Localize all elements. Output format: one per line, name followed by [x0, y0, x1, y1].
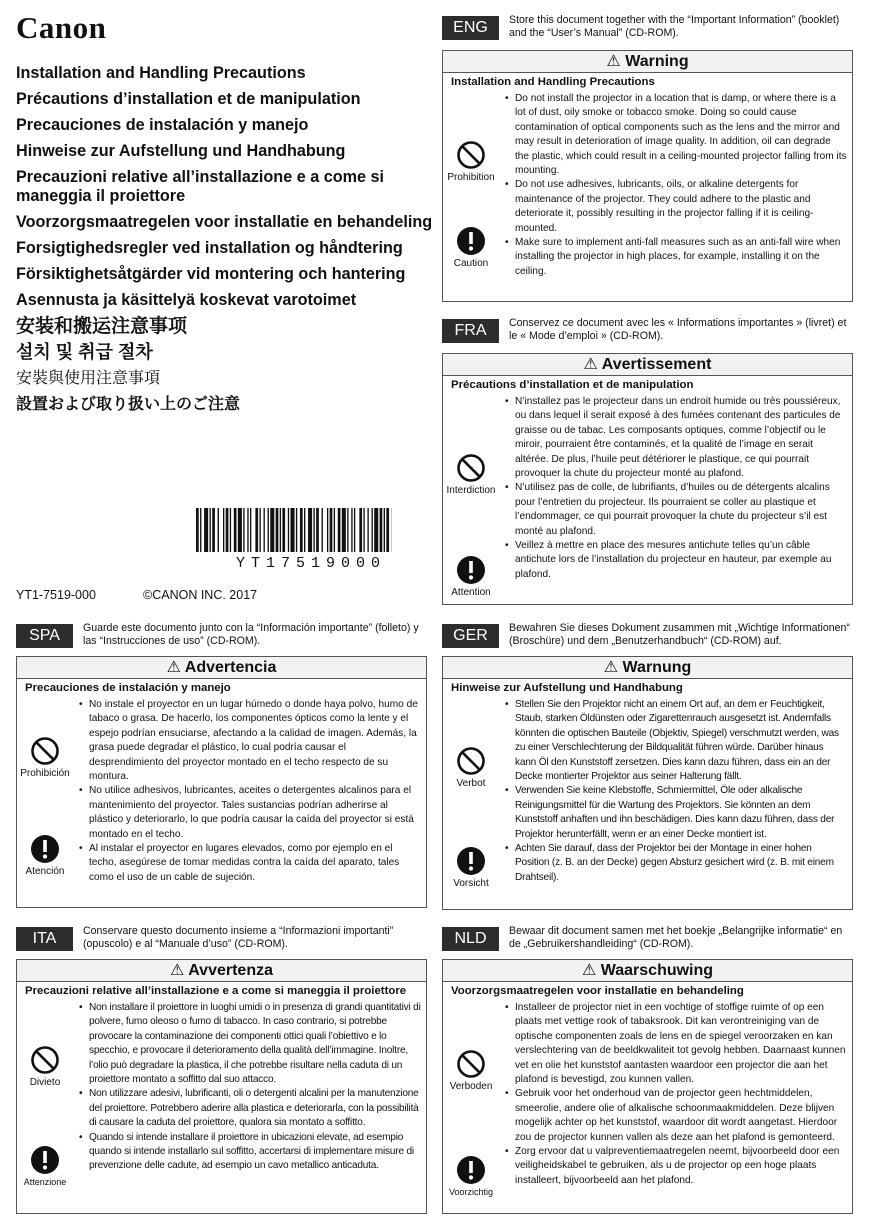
warning-title: ⚠ Warning	[443, 51, 852, 73]
caution-icon: Voorzichtig	[445, 1155, 497, 1198]
warning-box	[442, 353, 853, 605]
title-ko: 설치 및 취급 절차	[16, 342, 153, 362]
storage-note: Conservare questo documento insieme a “Informazioni importanti” (opuscolo) e al “Manuale d’uso” (CD-ROM).	[83, 925, 394, 950]
warning-subtitle: Precauzioni relative all’installazione e a come si maneggia il proiettore	[25, 985, 407, 997]
title-fr: Précautions d’installation et de manipulation	[16, 90, 361, 108]
caution-icon: Vorsicht	[445, 846, 497, 889]
warning-box	[442, 50, 853, 302]
warning-title: ⚠ Warnung	[443, 657, 852, 679]
warning-box	[16, 656, 427, 908]
warning-triangle-icon: ⚠	[603, 659, 619, 676]
list-item: • Achten Sie darauf, dass der Projektor bei der Montage in einer hohen Position (z. B. an der Decke) gegen Absturz gesichert wird (z. B. mit einem Drahtseil).	[505, 842, 847, 885]
warning-list	[505, 395, 847, 582]
lang-badge: FRA	[442, 319, 499, 343]
caution-icon: Attenzione	[19, 1145, 71, 1188]
warning-triangle-icon: ⚠	[170, 962, 185, 979]
list-item: • Veillez à mettre en place des mesures antichute telles qu’un câble antichute lors de l’installation du projecteur en hauteur, par exemple au plafond.	[505, 539, 847, 582]
canon-logo: Canon	[16, 10, 107, 45]
warning-subtitle: Installation and Handling Precautions	[451, 76, 655, 88]
prohibition-icon: Interdiction	[445, 453, 497, 496]
lang-badge: NLD	[442, 927, 499, 951]
warning-triangle-icon: ⚠	[606, 53, 621, 70]
caution-icon: Caution	[445, 226, 497, 269]
title-da: Forsigtighedsregler ved installation og håndtering	[16, 239, 403, 257]
storage-note: Bewahren Sie dieses Dokument zusammen mit „Wichtige Informationen“ (Broschüre) und dem „Benutzerhandbuch“ (CD-ROM) auf.	[509, 622, 850, 647]
list-item: • Do not use adhesives, lubricants, oils, or alkaline detergents for maintenance of the projector. They could adhere to the plastic and deteriorate it, possibly resulting in the projector falling if it is ceiling-mounted.	[505, 178, 847, 236]
list-item: • N’utilisez pas de colle, de lubrifiants, d’huiles ou de détergents alcalins pour l’entretien du projecteur. Ils pourraient se coller au plastique et l’endommager, ce qui pourrait provoquer la chute du projecteur s’il est monté au plafond.	[505, 481, 847, 539]
title-zh-cn: 安装和搬运注意事项	[16, 316, 188, 337]
prohibition-icon: Prohibición	[19, 736, 71, 779]
caution-icon: Attention	[445, 555, 497, 598]
title-zh-tw: 安裝與使用注意事項	[16, 370, 161, 387]
warning-subtitle: Précautions d’installation et de manipulation	[451, 379, 694, 391]
warning-triangle-icon: ⚠	[583, 356, 598, 373]
warning-subtitle: Voorzorgsmaatregelen voor installatie en behandeling	[451, 985, 744, 997]
list-item: • No utilice adhesivos, lubricantes, aceites o detergentes alcalinos para el mantenimiento del proyector. Tales sustancias podrían adherirse al plástico y deteriorarlo, lo que podría causar la caída del proyector si está montado en el techo.	[79, 784, 421, 842]
warning-title: ⚠ Avertissement	[443, 354, 852, 376]
section-ita	[16, 925, 426, 1187]
title-ja: 設置および取り扱い上のご注意	[16, 396, 241, 413]
warning-box	[16, 959, 427, 1214]
list-item: • Verwenden Sie keine Klebstoffe, Schmiermittel, Öle oder alkalische Reinigungsmittel für die Wartung des Projektors. Sie könnten an dem Kunststoff anhaften und ihn beschädigen. Dies kann dazu führen, dass der Projektor herunterfällt, wenn er an einer Decke montiert ist.	[505, 784, 847, 842]
warning-title: ⚠ Waarschuwing	[443, 960, 852, 982]
warning-box	[442, 656, 853, 910]
warning-list	[505, 698, 847, 885]
barcode-number: YT17519000	[236, 555, 387, 572]
prohibition-icon: Prohibition	[445, 140, 497, 183]
warning-triangle-icon: ⚠	[581, 962, 597, 979]
list-item: • Non installare il proiettore in luoghi umidi o in presenza di grandi quantitativi di polvere, fumo oleoso o fumo di tabacco. In caso contrario, si potrebbe provocare la contaminazione dei componenti ottici quali l’obiettivo e lo specchio, e provocare il deterioramento della qualità dell’immagine. Inoltre, l’olio può degradare la plastica, il che potrebbe risultare nella caduta di un proiettore montato a soffitto dal suo attacco.	[79, 1001, 421, 1087]
warning-title: ⚠ Avvertenza	[17, 960, 426, 982]
warning-box	[442, 959, 853, 1214]
section-spa	[16, 622, 426, 883]
warning-list	[505, 92, 847, 279]
warning-title: ⚠ Advertencia	[17, 657, 426, 679]
warning-subtitle: Hinweise zur Aufstellung und Handhabung	[451, 682, 683, 694]
prohibition-icon: Verbot	[445, 746, 497, 789]
lang-badge: GER	[442, 624, 499, 648]
prohibition-icon: Verboden	[445, 1049, 497, 1092]
title-en: Installation and Handling Precautions	[16, 64, 306, 82]
title-de: Hinweise zur Aufstellung und Handhabung	[16, 142, 346, 160]
copyright: ©CANON INC. 2017	[143, 588, 258, 602]
warning-triangle-icon: ⚠	[166, 659, 181, 676]
warning-list	[79, 698, 421, 885]
warning-subtitle: Precauciones de instalación y manejo	[25, 682, 231, 694]
lang-badge: SPA	[16, 624, 73, 648]
list-item: • No instale el proyector en un lugar húmedo o donde haya polvo, humo de tabaco o grasa. De hacerlo, los componentes ópticos como la lente y el espejo podrían ensuciarse, afectando a la calidad de imagen. Además, la grasa puede degradar el plástico, lo cual podría causar el desprendimiento del proyector montado en el techo respecto de su montura.	[79, 698, 421, 784]
title-es: Precauciones de instalación y manejo	[16, 116, 309, 134]
section-nld	[442, 925, 852, 1197]
title-list	[16, 64, 434, 421]
list-item: • Make sure to implement anti-fall measures such as an anti-fall wire when installing the projector in high places, for example, installing it on the ceiling.	[505, 236, 847, 279]
storage-note: Guarde este documento junto con la “Información importante” (folleto) y las “Instrucciones de uso” (CD-ROM).	[83, 622, 419, 647]
list-item: • N’installez pas le projecteur dans un endroit humide ou très poussiéreux, ou dans lequel il serait exposé à des fumées contenant des particules de graisse ou de tabac. Les composants optiques, comme l’objectif ou le miroir, pourraient être contaminés, et la qualité de l’image en serait altérée. De plus, l’huile peut détériorer le plastique, ce qui pourrait provoquer la chute du projecteur monté au plafond.	[505, 395, 847, 481]
title-fi: Asennusta ja käsittelyä koskevat varotoimet	[16, 291, 357, 309]
list-item: • Stellen Sie den Projektor nicht an einem Ort auf, an dem er Feuchtigkeit, Staub, starken Öldünsten oder Zigarettenrauch ausgesetzt ist. Andernfalls könnten die optischen Bauteile (Objektiv, Spiegel) verschmutzt werden, was zu einer Verschlechterung der Bildqualität führen würde. Darüber hinaus kann Öl den Kunststoff zersetzen. Dies kann dazu führen, dass ein an der Decke montierter Projektor aus seiner Halterung fällt.	[505, 698, 847, 784]
warning-list	[505, 1001, 847, 1188]
document-id: YT1-7519-000	[16, 588, 96, 602]
lang-badge: ENG	[442, 16, 499, 40]
list-item: • Al instalar el proyector en lugares elevados, como por ejemplo en el techo, asegúrese de tomar medidas contra la caída del aparato, tales como el uso de un cable de sujeción.	[79, 842, 421, 885]
storage-note: Conservez ce document avec les « Informations importantes » (livret) et le « Mode d’emploi » (CD-ROM).	[509, 317, 847, 342]
prohibition-icon: Divieto	[19, 1045, 71, 1088]
title-nl: Voorzorgsmaatregelen voor installatie en behandeling	[16, 213, 433, 231]
section-fra	[442, 317, 852, 598]
caution-icon: Atención	[19, 834, 71, 877]
warning-list	[79, 1001, 421, 1174]
list-item: • Gebruik voor het onderhoud van de projector geen hechtmiddelen, smeerolie, andere olie of alkalische schoonmaakmiddelen. Deze blijven mogelijk achter op het kunststof, waardoor dit wordt aangetast. Hierdoor zou de projector kunnen vallen als deze aan het plafond is gemonteerd.	[505, 1087, 847, 1145]
list-item: • Non utilizzare adesivi, lubrificanti, oli o detergenti alcalini per la manutenzione del proiettore. Potrebbero aderire alla plastica e deteriorarla, con la possibilità di causare la caduta del proiettore, qualora sia montato a soffitto.	[79, 1087, 421, 1130]
storage-note: Bewaar dit document samen met het boekje „Belangrijke informatie“ en de „Gebruikershandleiding“ (CD-ROM).	[509, 925, 843, 950]
section-ger	[442, 622, 852, 889]
storage-note: Store this document together with the “Important Information” (booklet) and the “User’s Manual” (CD-ROM).	[509, 14, 840, 39]
list-item: • Zorg ervoor dat u valpreventiemaatregelen neemt, bijvoorbeeld door een veiligheidskabel te gebruiken, als u de projector op een hoge plaats installeert, bijvoorbeeld aan het plafond.	[505, 1145, 847, 1188]
title-it: Precauzioni relative all’installazione e a come si maneggia il proiettore	[16, 168, 384, 205]
lang-badge: ITA	[16, 927, 73, 951]
list-item: • Quando si intende installare il proiettore in ubicazioni elevate, ad esempio quando si intende installarlo sul soffitto, accertarsi di implementare misure di prevenzione delle cadute, ad esempio un cavo metallico anticaduta.	[79, 1131, 421, 1174]
list-item: • Installeer de projector niet in een vochtige of stoffige ruimte of op een plaats met vettige rook of tabaksrook. Dit kan verontreiniging van de optische componenten zoals de lens en de spiegel veroorzaken en kan verslechtering van de beeldkwaliteit tot gevolg hebben. Daarnaast kunnen vet en olie het kunststof aantasten waardoor een projector die aan het plafond is bevestigd, zou kunnen vallen.	[505, 1001, 847, 1087]
title-sv: Försiktighetsåtgärder vid montering och hantering	[16, 265, 406, 283]
section-eng	[442, 14, 852, 277]
barcode	[196, 508, 392, 552]
list-item: • Do not install the projector in a location that is damp, or where there is a lot of dust, oily smoke or tobacco smoke. Doing so could cause contamination of optical components such as the lens and the mirror and may result in deterioration of image quality. In addition, oil can degrade the plastic, which could result in a ceiling-mounted projector falling from its mounting.	[505, 92, 847, 178]
